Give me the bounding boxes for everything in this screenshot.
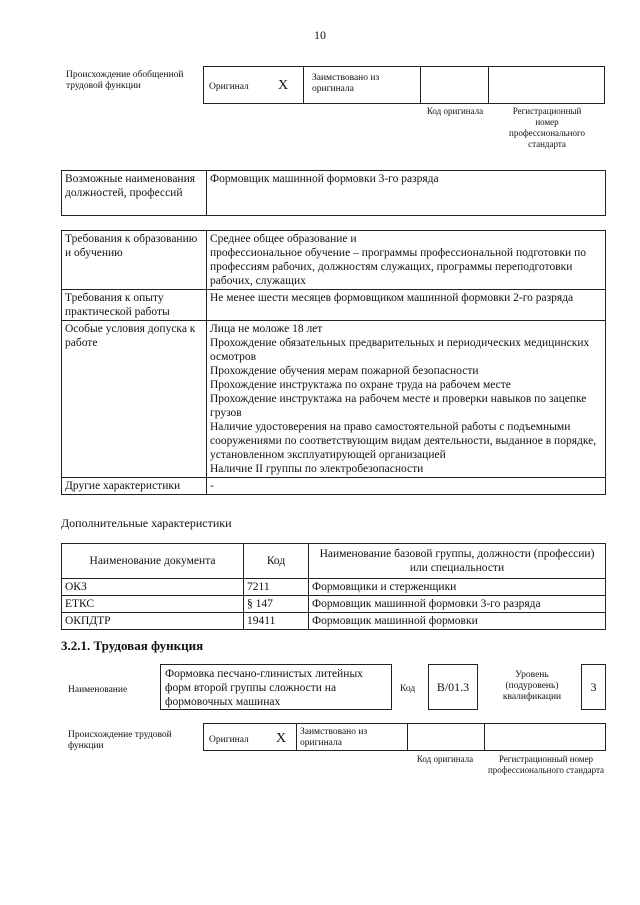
- req-line: Лица не моложе 18 лет: [210, 323, 323, 335]
- labor-function-heading: 3.2.1. Трудовая функция: [61, 638, 204, 653]
- req-line: Прохождение инструктажа на рабочем месте и проверки навыков по зацепке грузов: [210, 393, 587, 419]
- origin-function-reg-label: Регистрационный номер профессионального стандарта: [487, 754, 605, 775]
- additional-table: [61, 543, 606, 630]
- additional-header: Наименование базовой группы, должности (профессии) или специальности: [309, 544, 606, 579]
- positions-label: Возможные наименования должностей, профессий: [62, 171, 207, 216]
- req-line: Не менее шести месяцев формовщиком машинной формовки 2-го разряда: [210, 292, 574, 304]
- origin-mark: X: [278, 78, 289, 93]
- table-cell: ОКЗ: [62, 579, 244, 596]
- req-line: Прохождение обучения мерам пожарной безопасности: [210, 365, 479, 377]
- positions-table: [61, 170, 606, 216]
- table-cell: 19411: [244, 613, 309, 630]
- origin-function-box: [203, 723, 606, 751]
- requirements-table: [61, 230, 606, 495]
- additional-header: Код: [244, 544, 309, 579]
- table-cell: § 147: [244, 596, 309, 613]
- req-label: Требования к образованию и обучению: [62, 231, 207, 290]
- labor-function-name-label: Наименование: [68, 685, 128, 695]
- origin-function-borrowed-label: Заимствовано из оригинала: [300, 727, 368, 748]
- table-cell: ЕТКС: [62, 596, 244, 613]
- table-cell: Формовщик машинной формовки: [309, 613, 606, 630]
- labor-function-code-value: B/01.3: [428, 664, 478, 710]
- table-cell: 7211: [244, 579, 309, 596]
- origin-reg-label: Регистрационный номер профессионального стандарта: [509, 106, 585, 149]
- origin-original-label: Оригинал: [209, 82, 249, 92]
- req-row-education: [62, 231, 606, 290]
- additional-title: Дополнительные характеристики: [61, 516, 232, 530]
- req-line: Прохождение инструктажа по охране труда на рабочем месте: [210, 379, 511, 391]
- origin-code-label: Код оригинала: [426, 106, 484, 116]
- origin-function-original-label: Оригинал: [209, 735, 249, 745]
- req-row-other: [62, 478, 606, 495]
- req-label: Другие характеристики: [62, 478, 207, 495]
- table-cell: ОКПДТР: [62, 613, 244, 630]
- req-row-experience: [62, 290, 606, 321]
- origin-function-code-label: Код оригинала: [416, 754, 474, 764]
- positions-value: Формовщик машинной формовки 3-го разряда: [207, 171, 606, 216]
- table-cell: Формовщики и стерженщики: [309, 579, 606, 596]
- req-line: Наличие удостоверения на право самостоятельной работы с подъемными сооружениями по соответствующим видам деятельности, выданное в порядке, установленном эксплуатирующей организацией: [210, 421, 597, 461]
- origin-generalized-label: Происхождение обобщенной трудовой функции: [66, 70, 184, 91]
- origin-function-label: Происхождение трудовой функции: [68, 730, 172, 751]
- labor-function-level-label: Уровень (подуровень) квалификации: [502, 670, 562, 702]
- req-line: Наличие II группы по электробезопасности: [210, 463, 424, 475]
- origin-borrowed-label: Заимствовано из оригинала: [312, 73, 380, 94]
- additional-header: Наименование документа: [62, 544, 244, 579]
- req-label: Требования к опыту практической работы: [62, 290, 207, 321]
- table-row: [62, 579, 606, 596]
- req-line: Среднее общее образование и: [210, 233, 357, 245]
- req-line: Прохождение обязательных предварительных и периодических медицинских осмотров: [210, 337, 590, 363]
- labor-function-level-value: 3: [581, 664, 606, 710]
- labor-function-code-label: Код: [400, 684, 416, 694]
- labor-function-name-value: Формовка песчано-глинистых литейных форм второй группы сложности на формовочных машинах: [160, 664, 392, 710]
- page-number: 10: [314, 28, 326, 42]
- table-cell: Формовщик машинной формовки 3-го разряда: [309, 596, 606, 613]
- req-line: -: [210, 480, 214, 492]
- origin-function-mark: X: [276, 731, 287, 746]
- req-row-conditions: [62, 321, 606, 478]
- req-line: профессиональное обучение – программы профессиональной подготовки по профессиям рабочих, должностям служащих, программы переподготовки рабочих, служащих: [210, 247, 586, 287]
- req-label: Особые условия допуска к работе: [62, 321, 207, 478]
- table-row: [62, 613, 606, 630]
- table-row: [62, 596, 606, 613]
